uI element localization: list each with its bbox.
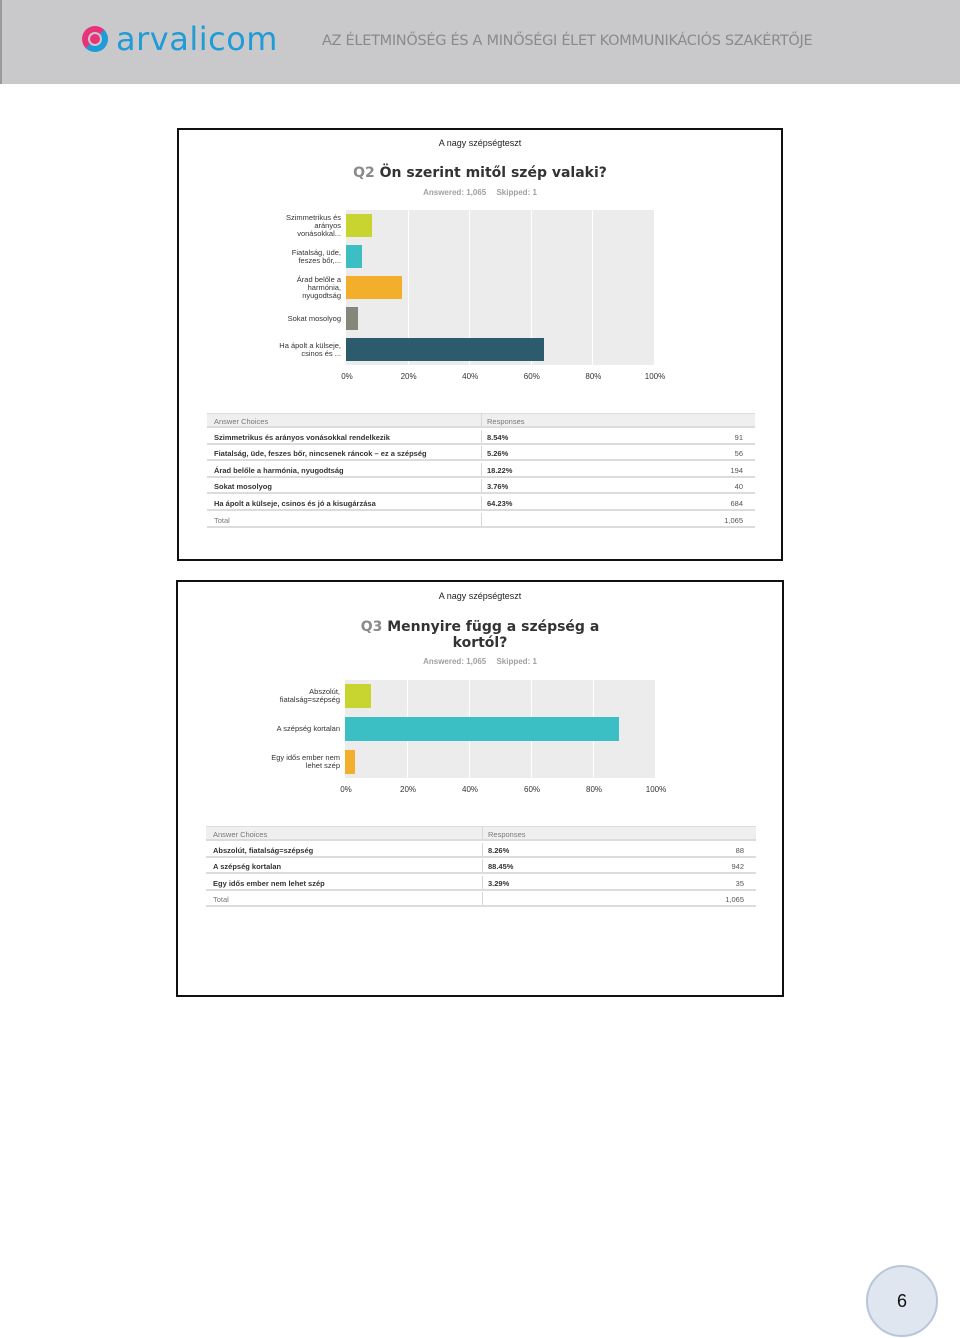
- table-row: [207, 496, 755, 511]
- question-text: Ön szerint mitől szép valaki?: [379, 165, 607, 181]
- table-row: [207, 430, 755, 445]
- percent-cell: 8.26%: [488, 845, 510, 855]
- survey-title: A nagy szépségteszt: [438, 138, 522, 148]
- table-row: [206, 843, 756, 858]
- column-divider: [481, 479, 482, 492]
- plot-area: [345, 680, 655, 778]
- count-cell: 35: [735, 878, 744, 888]
- column-divider: [482, 843, 483, 856]
- percent-cell: Responses: [488, 830, 526, 839]
- header-tagline: AZ ÉLETMINŐSÉG ÉS A MINŐSÉGI ÉLET KOMMUNIKÁCIÓS SZAKÉRTŐJE: [322, 33, 813, 49]
- question-number: Q3: [360, 619, 383, 635]
- answer-choice-cell: Szimmetrikus és arányos vonásokkal rendelkezik: [214, 432, 390, 442]
- count-cell: 40: [734, 482, 743, 492]
- question-title: [178, 619, 782, 651]
- y-category-label: Abszolút, fiatalság=szépség: [279, 687, 340, 705]
- table-row: [207, 446, 755, 461]
- y-category-label: Árad belőle a harmónia, nyugodtság: [296, 274, 341, 300]
- column-divider: [482, 859, 483, 872]
- answer-choice-cell: Total: [214, 515, 230, 525]
- y-category-label: A szépség kortalan: [276, 724, 340, 733]
- count-cell: 1,065: [724, 515, 743, 525]
- answer-choice-cell: Total: [213, 895, 229, 905]
- column-divider: [481, 446, 482, 459]
- survey-panel-q2: [177, 128, 783, 561]
- percent-cell: 3.76%: [487, 482, 509, 492]
- answer-choice-cell: Answer Choices: [214, 417, 269, 426]
- y-category-label: Ha ápolt a külseje, csinos és ...: [279, 340, 341, 358]
- y-category-label: Egy idős ember nem lehet szép: [271, 752, 340, 770]
- x-tick-label: 100%: [644, 372, 666, 381]
- count-cell: 1,065: [725, 895, 744, 905]
- x-tick-label: 40%: [462, 372, 479, 381]
- answer-choice-cell: Answer Choices: [213, 830, 268, 839]
- bar: [346, 338, 544, 361]
- percent-cell: 3.29%: [488, 878, 510, 888]
- column-divider: [482, 892, 483, 905]
- percent-cell: 5.26%: [487, 449, 509, 459]
- x-tick-label: 0%: [341, 372, 353, 381]
- x-tick-label: 100%: [645, 785, 667, 794]
- bar: [345, 750, 355, 774]
- percent-cell: 88.45%: [488, 862, 514, 872]
- y-category-label: Fiatalság, üde, feszes bőr,...: [291, 247, 341, 265]
- count-cell: 684: [730, 499, 743, 508]
- answer-choice-cell: Árad belőle a harmónia, nyugodtság: [214, 465, 344, 475]
- count-cell: 91: [734, 432, 743, 442]
- responses-table-q2: [207, 413, 755, 533]
- page-header: [0, 0, 960, 84]
- arvalicom-logo: [80, 20, 278, 58]
- plot-area: [346, 210, 654, 365]
- table-row: [206, 876, 756, 891]
- bar: [346, 307, 358, 330]
- x-tick-label: 20%: [399, 785, 417, 794]
- table-row: [207, 463, 755, 478]
- logo-brand-text: arvalicom: [116, 20, 278, 58]
- column-divider: [482, 876, 483, 889]
- answered-skipped: [178, 657, 782, 666]
- table-row: [207, 479, 755, 494]
- column-divider: [481, 496, 482, 509]
- answer-choice-cell: Fiatalság, üde, feszes bőr, nincsenek ráncok – ez a szépség: [214, 449, 427, 459]
- bar: [346, 276, 402, 299]
- answered-skipped: [179, 188, 781, 197]
- y-category-label: Sokat mosolyog: [287, 313, 341, 323]
- bar: [346, 245, 362, 268]
- count-cell: 56: [734, 449, 743, 459]
- x-tick-label: 20%: [400, 372, 417, 381]
- table-header-row: [207, 413, 755, 428]
- survey-title: A nagy szépségteszt: [438, 591, 522, 601]
- answer-choice-cell: A szépség kortalan: [213, 862, 282, 872]
- table-total-row: [206, 892, 756, 907]
- count-cell: 194: [730, 465, 743, 475]
- logo-mark-icon: [80, 24, 110, 54]
- percent-cell: 64.23%: [487, 499, 513, 508]
- percent-cell: Responses: [487, 417, 525, 426]
- x-tick-label: 0%: [340, 785, 352, 794]
- x-tick-label: 60%: [523, 785, 541, 794]
- x-tick-label: 80%: [585, 372, 602, 381]
- count-cell: 88: [735, 845, 744, 855]
- question-title: [179, 165, 781, 181]
- x-tick-label: 80%: [585, 785, 603, 794]
- answer-choice-cell: Ha ápolt a külseje, csinos és jó a kisugárzása: [214, 499, 376, 508]
- skipped-count: Skipped: 1: [496, 657, 537, 666]
- gridline: [592, 210, 593, 365]
- x-tick-label: 60%: [523, 372, 540, 381]
- responses-table-q3: [206, 826, 756, 916]
- percent-cell: 8.54%: [487, 432, 509, 442]
- count-cell: 942: [731, 862, 744, 872]
- answered-count: Answered: 1,065: [423, 657, 487, 666]
- survey-panel-q3: [176, 580, 784, 997]
- answered-count: Answered: 1,065: [423, 188, 487, 197]
- answer-choice-cell: Sokat mosolyog: [214, 482, 272, 492]
- x-tick-label: 40%: [461, 785, 479, 794]
- bar: [345, 717, 619, 741]
- column-divider: [481, 463, 482, 476]
- table-row: [206, 859, 756, 874]
- table-total-row: [207, 513, 755, 528]
- table-header-row: [206, 826, 756, 841]
- skipped-count: Skipped: 1: [496, 188, 537, 197]
- question-text: Mennyire függ a szépség a kortól?: [387, 619, 600, 651]
- column-divider: [481, 414, 482, 426]
- bar: [346, 214, 372, 237]
- answer-choice-cell: Abszolút, fiatalság=szépség: [213, 845, 314, 855]
- column-divider: [481, 513, 482, 526]
- column-divider: [482, 827, 483, 839]
- percent-cell: 18.22%: [487, 465, 513, 475]
- column-divider: [481, 430, 482, 443]
- question-number: Q2: [353, 165, 375, 181]
- page-number-badge: 6: [866, 1265, 938, 1337]
- answer-choice-cell: Egy idős ember nem lehet szép: [213, 878, 325, 888]
- y-category-label: Szimmetrikus és arányos vonásokkal...: [285, 212, 341, 238]
- bar: [345, 684, 371, 708]
